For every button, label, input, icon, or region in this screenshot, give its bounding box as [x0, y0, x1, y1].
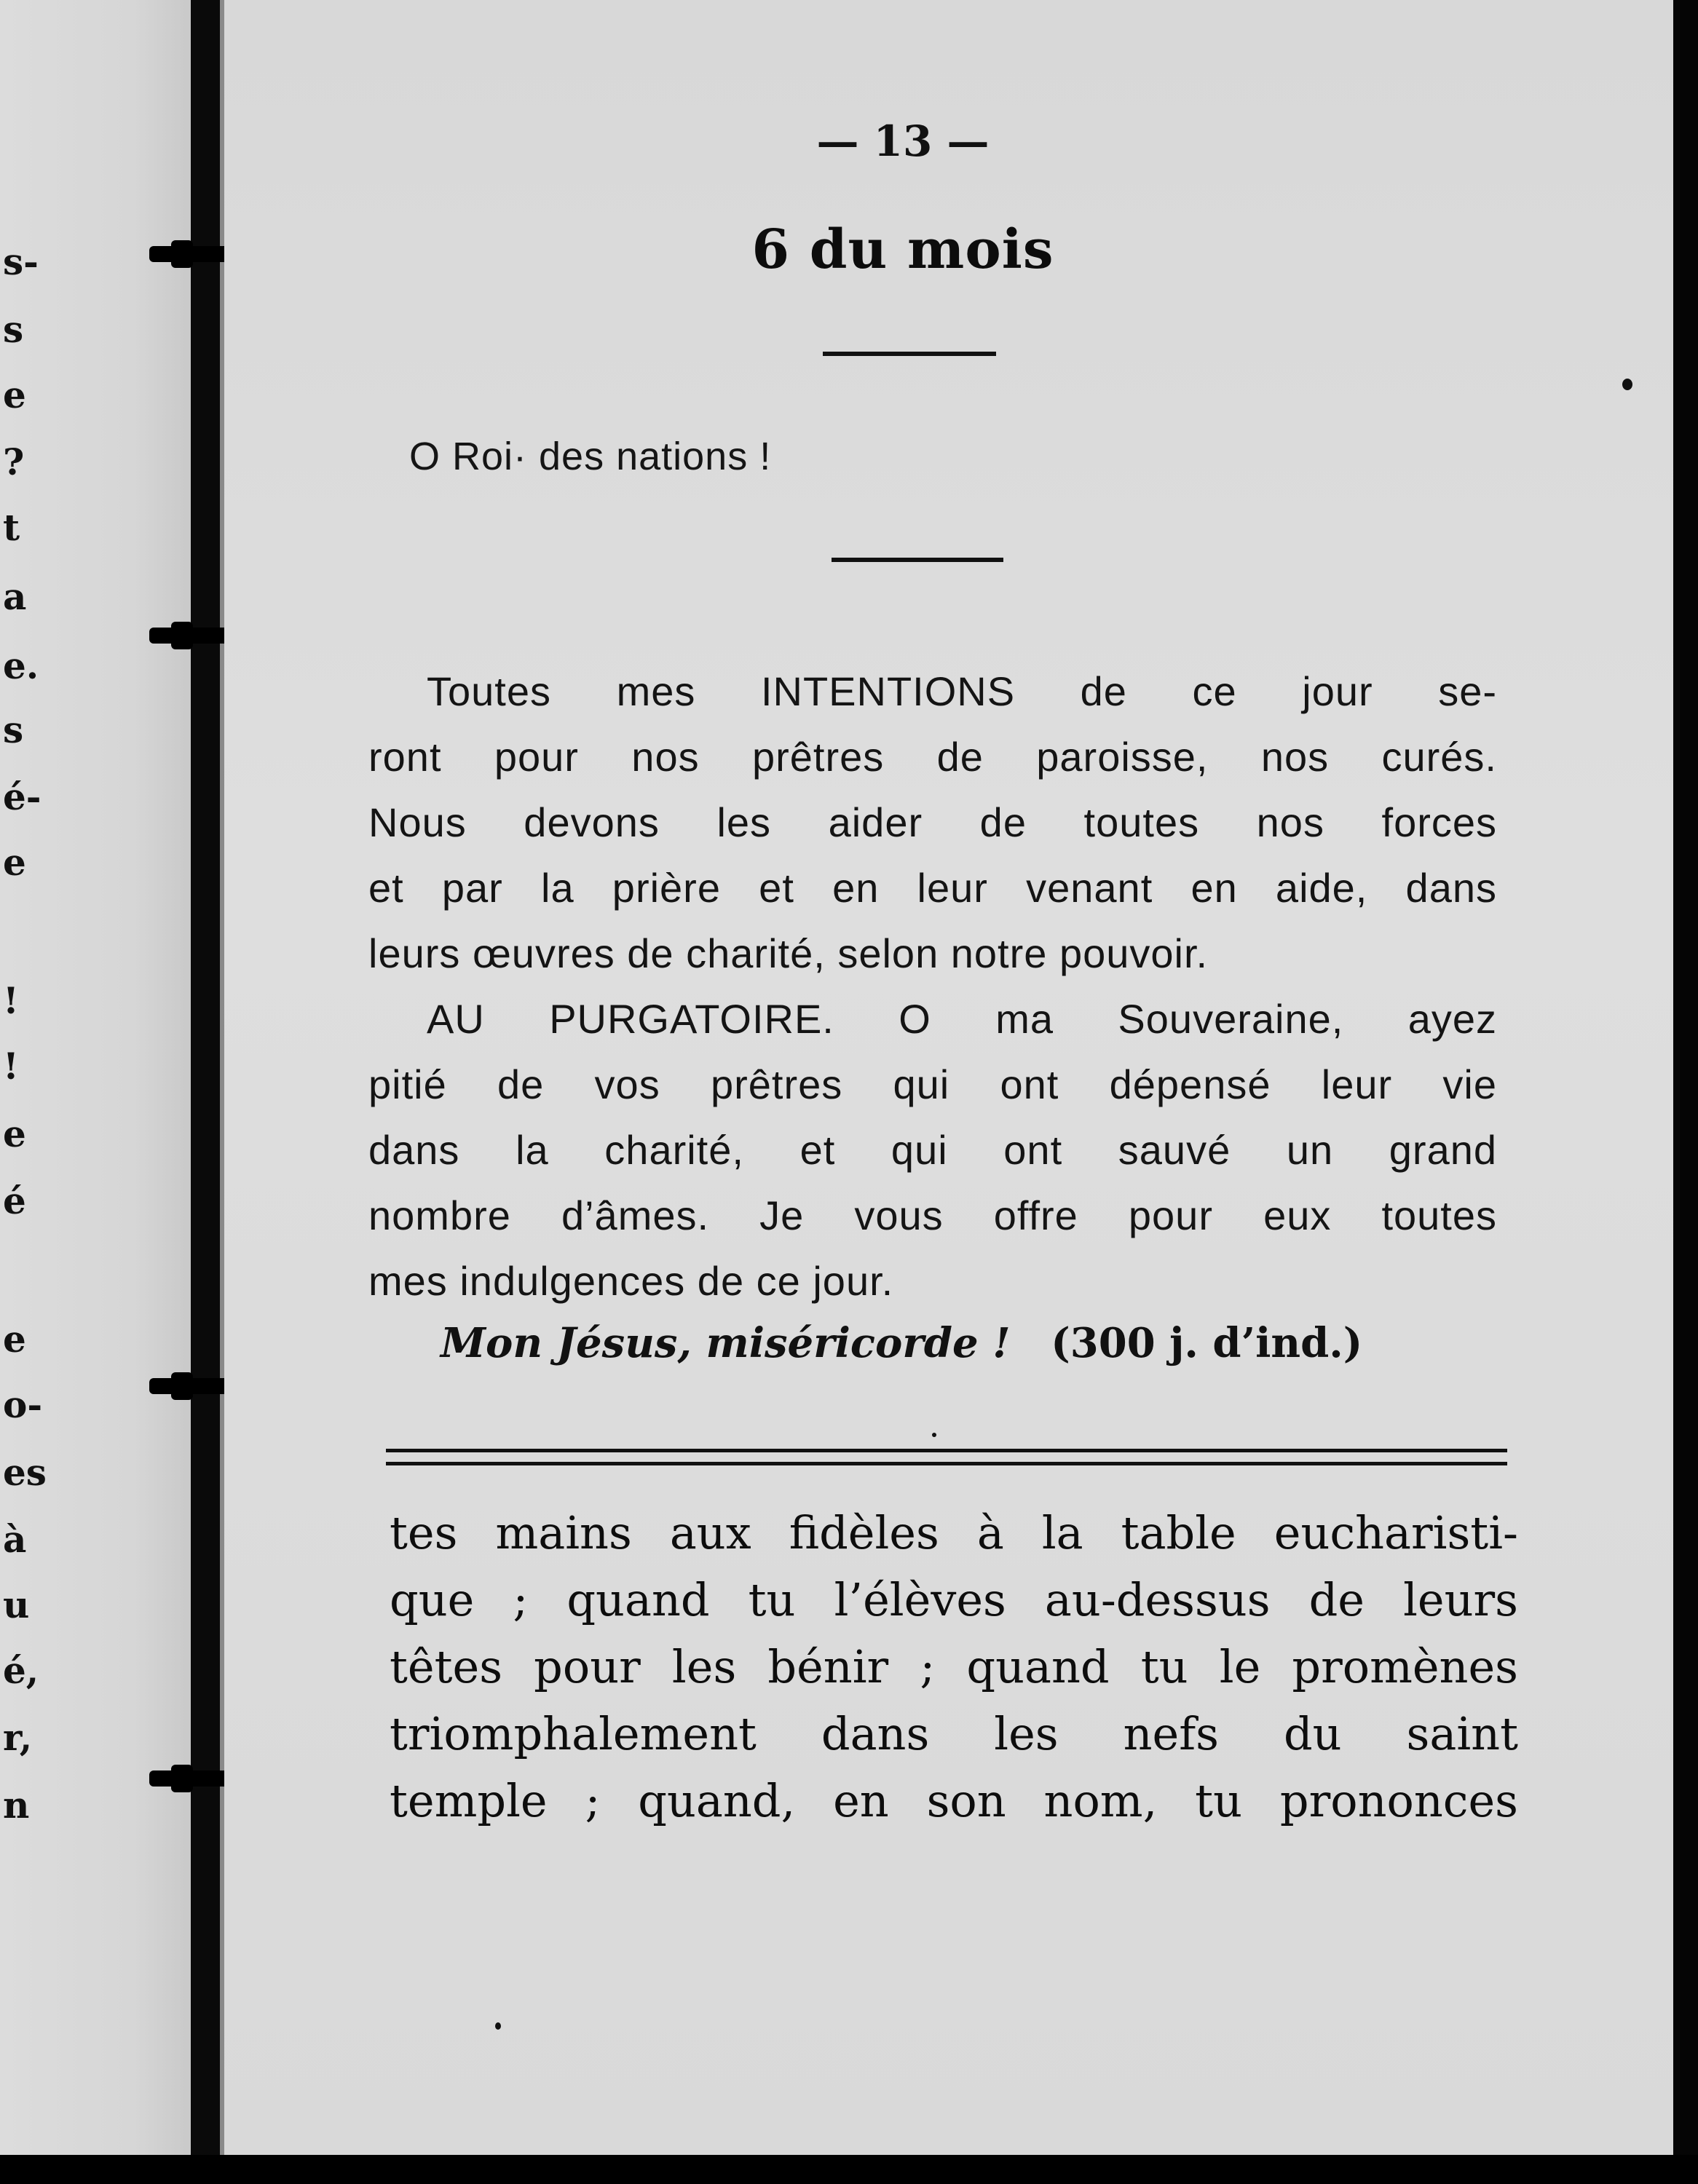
prayer-line: dans la charité, et qui ont sauvé un grand: [368, 1127, 1497, 1173]
adjacent-letter: s: [3, 708, 24, 751]
adjacent-letter: u: [3, 1583, 30, 1626]
prayer-text: [368, 659, 1497, 1314]
adjacent-letter: e: [3, 1112, 26, 1155]
continuation-line: triomphalement dans les nefs du saint: [390, 1707, 1518, 1760]
page-heading: 6 du mois: [751, 218, 1054, 281]
ink-speck: [1622, 379, 1632, 390]
adjacent-letter: t: [3, 506, 20, 549]
continuation-line: temple ; quand, en son nom, tu prononces: [390, 1774, 1518, 1827]
heading-rule: [823, 352, 996, 356]
prayer-line: nombre d’âmes. Je vous offre pour eux toutes: [368, 1192, 1497, 1238]
adjacent-letter: e: [3, 841, 26, 884]
indulgence-note: (300 j. d’ind.): [1051, 1319, 1363, 1367]
adjacent-letter: !: [3, 1045, 19, 1088]
double-rule-top: [386, 1449, 1507, 1452]
adjacent-letter: é-: [3, 775, 42, 818]
adjacent-letter: à: [3, 1518, 27, 1561]
ink-speck: [495, 2022, 501, 2030]
adjacent-letter: !: [3, 979, 19, 1022]
prayer-line: mes indulgences de ce jour.: [368, 1258, 894, 1304]
continuation-text: [390, 1500, 1518, 1835]
adjacent-letter: e: [3, 1318, 26, 1361]
adjacent-page: [0, 0, 191, 2155]
closing-line: [441, 1319, 1460, 1367]
binding-spine: [191, 0, 220, 2184]
double-rule-bottom: [386, 1462, 1507, 1465]
prayer-line: leurs œuvres de charité, selon notre pouvoir.: [368, 930, 1209, 976]
prayer-line: pitié de vos prêtres qui ont dépensé leur vie: [368, 1061, 1497, 1107]
prayer-line: et par la prière et en leur venant en aide, dans: [368, 865, 1497, 911]
ink-speck: [932, 1433, 936, 1437]
adjacent-letter: es: [3, 1451, 47, 1494]
scan-border-bottom: [0, 2155, 1698, 2184]
adjacent-letter: e: [3, 373, 26, 416]
adjacent-letter: e.: [3, 644, 39, 687]
prayer-line: Nous devons les aider de toutes nos forces: [368, 799, 1497, 845]
adjacent-letter: é,: [3, 1649, 39, 1692]
adjacent-letter: n: [3, 1784, 30, 1827]
closing-invocation: Mon Jésus, miséricorde !: [441, 1319, 1011, 1367]
adjacent-letter: a: [3, 575, 27, 618]
continuation-line: têtes pour les bénir ; quand tu le promènes: [390, 1640, 1518, 1693]
adjacent-letter: r,: [3, 1716, 33, 1759]
section-rule: [832, 558, 1003, 562]
adjacent-letter: ?: [3, 440, 25, 483]
scan-border-right: [1673, 0, 1698, 2184]
adjacent-letter: é: [3, 1179, 26, 1222]
page-number: — 13 —: [816, 116, 990, 166]
adjacent-letter: o-: [3, 1383, 43, 1426]
invocation-line: O Roi· des nations !: [409, 435, 772, 478]
prayer-line: AU PURGATOIRE. O ma Souveraine, ayez: [427, 996, 1497, 1042]
prayer-line: ront pour nos prêtres de paroisse, nos curés.: [368, 734, 1497, 780]
continuation-line: tes mains aux fidèles à la table eucharisti-: [390, 1506, 1518, 1559]
adjacent-page-text: [0, 0, 47, 2155]
adjacent-letter: s-: [3, 240, 39, 283]
prayer-line: Toutes mes INTENTIONS de ce jour se-: [427, 668, 1497, 714]
adjacent-letter: s: [3, 308, 24, 351]
continuation-line: que ; quand tu l’élèves au-dessus de leurs: [390, 1573, 1518, 1626]
